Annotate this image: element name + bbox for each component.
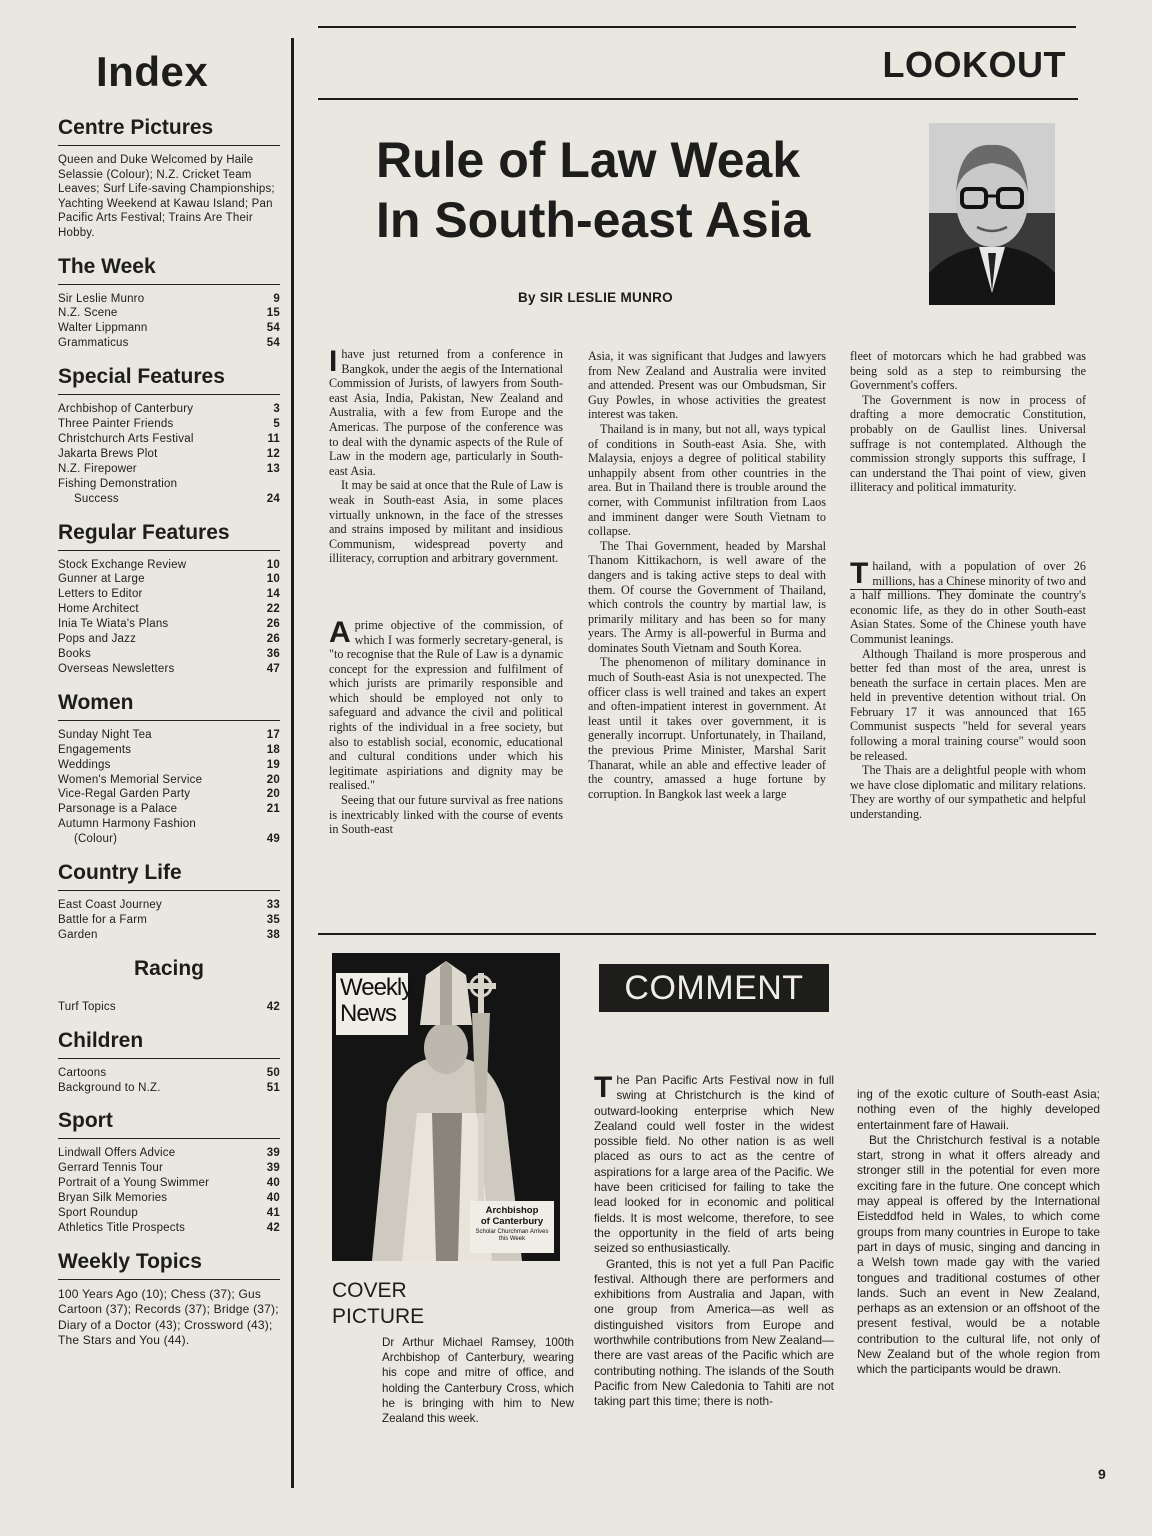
- comment-paragraph: But the Christchurch festival is a notable start, strong in what it offers already and stronger still in the potential for even more exciting fare in the future. One concept which may appeal is offered by the International Eisteddfod held in Wales, to which come groups from many countries in Europe to take part in days of music, singing and dancing in a Welsh town made gay with the varied tongues and traditional costumes of other lands. Such an event in New Zealand, perhaps as an extension or an offshoot of the present festival, would be a notable contribution to the cultural life, not only of New Zealand but of the whole region from which the participants would be drawn.: [857, 1132, 1100, 1377]
- section-title: Children: [58, 1029, 280, 1059]
- entry-label: Parsonage is a Palace: [58, 803, 178, 816]
- entry-label: Gunner at Large: [58, 573, 145, 586]
- entry-page: 33: [266, 899, 280, 912]
- index-entry: [58, 928, 280, 943]
- article-paragraph: [329, 347, 563, 478]
- entry-label: Overseas Newsletters: [58, 662, 175, 675]
- header-rule: [318, 98, 1078, 100]
- index-list: [58, 898, 280, 943]
- cover-image: [332, 953, 560, 1261]
- index-list: [58, 558, 280, 677]
- entry-label: Engagements: [58, 743, 132, 756]
- entry-label: Christchurch Arts Festival: [58, 433, 194, 445]
- index-list: [58, 1000, 280, 1015]
- article-paragraph: The Thais are a delightful people with whom we have close diplomatic and military relations. They are worthy of our sympathetic and helpful understanding.: [850, 763, 1086, 822]
- headline-line: Rule of Law Weak: [376, 132, 801, 188]
- entry-label: Sunday Night Tea: [58, 728, 152, 741]
- entry-label: Turf Topics: [58, 1000, 116, 1013]
- entry-label: Grammaticus: [58, 337, 129, 350]
- cover-caption: Dr Arthur Michael Ramsey, 100th Archbishop of Canterbury, wearing his cope and mitre of office, and holding the Canterbury Cross, which he is bringing with him to New Zealand this week.: [382, 1336, 574, 1426]
- paragraph-text: he Pan Pacific Arts Festival now in full swing at Christchurch is the kind of outward-looking enterprise which New Zealand could well foster in the widest possible field. No other nation is as well placed as ours to act as the centre of aspirations for a large area of the Pacific. We have been criticised for failing to take the lead looked for in economic and political fields. It is most welcome, therefore, to see the opportunity in the field of arts being seized so enthusiastically.: [594, 1073, 834, 1256]
- index-entry: [58, 898, 280, 913]
- index-list: [58, 1066, 280, 1096]
- article-column-1: [329, 347, 563, 837]
- entry-label: Garden: [58, 928, 98, 941]
- cover-heading-line: PICTURE: [332, 1305, 425, 1328]
- index-list: [58, 728, 280, 817]
- index-entry: [58, 336, 280, 351]
- section-title: Country Life: [58, 861, 280, 891]
- index-entry: [58, 462, 280, 477]
- comment-paragraph: [594, 1073, 834, 1257]
- section-header: LOOKOUT: [882, 44, 1066, 85]
- weekly-topics-text: 100 Years Ago (10); Chess (37); Gus Cartoon (37); Records (37); Bridge (37); Diary of a Doctor (43); Crossword (43); The Stars and You (44).: [58, 1286, 279, 1348]
- entry-page: 26: [266, 618, 280, 631]
- index-entry: [58, 321, 280, 336]
- entry-page: 39: [266, 1147, 280, 1160]
- cover-label: [472, 1205, 552, 1243]
- index-entry: [58, 1161, 280, 1176]
- section-the-week: [58, 255, 280, 352]
- index-entry: [58, 306, 280, 321]
- headline-line: In South-east Asia: [376, 192, 811, 248]
- comment-column-1: [594, 1073, 834, 1410]
- entry-label: Autumn Harmony Fashion: [58, 818, 196, 831]
- entry-page: 13: [266, 462, 280, 475]
- entry-label: Walter Lippmann: [58, 322, 148, 335]
- index-list: [58, 292, 280, 352]
- index-title: Index: [96, 48, 209, 95]
- vertical-divider: [291, 38, 294, 1488]
- entry-page: 47: [266, 662, 280, 675]
- section-centre-pictures: [58, 116, 280, 241]
- cover-masthead: [340, 975, 412, 1027]
- entry-label: Athletics Title Prospects: [58, 1222, 186, 1234]
- centre-pictures-text: Queen and Duke Welcomed by Haile Selassie (Colour); N.Z. Cricket Team Leaves; Surf Life-saving Championships; Yachting Weekend at Kawau Island; Pan Pacific Arts Festival; Trains Are Their Hobby.: [58, 154, 275, 239]
- section-title: Women: [58, 691, 280, 721]
- section-country-life: [58, 861, 280, 943]
- section-title: Racing: [133, 956, 204, 980]
- entry-label: N.Z. Firepower: [58, 462, 137, 475]
- entry-label: Background to N.Z.: [58, 1081, 161, 1094]
- entry-label: Archbishop of Canterbury: [58, 403, 194, 416]
- article-paragraph: It may be said at once that the Rule of Law is weak in South-east Asia, in some places virtually unknown, in the face of the stresses and strains imposed by militant and insidious Communism, widespread poverty and illiteracy, corruption and arbitrary government.: [329, 478, 563, 566]
- index-entry: [58, 1000, 280, 1015]
- entry-label: Stock Exchange Review: [58, 558, 187, 571]
- cover-label-line: of Canterbury: [480, 1216, 544, 1227]
- entry-page: 54: [266, 337, 280, 350]
- section-title: Centre Pictures: [58, 116, 280, 146]
- entry-page: 41: [266, 1207, 280, 1220]
- index-entry: [58, 292, 280, 307]
- section-sport: [58, 1109, 280, 1235]
- comment-paragraph: Granted, this is not yet a full Pan Pacific festival. Although there are performers and exhibitions from Australia and Japan, with one group from America—as well as distinguished visitors from Europe and worthwhile contributions from New Zealand—there are vast areas of the Pacific which are contributing nothing. The islands of the South Pacific from New Caledonia to Tahiti are not taking part this time; there is noth-: [594, 1256, 834, 1409]
- entry-page: 18: [266, 743, 280, 756]
- entry-label: Sport Roundup: [58, 1207, 138, 1220]
- entry-page: 15: [266, 307, 280, 320]
- article-paragraph: [329, 615, 563, 793]
- entry-label: Lindwall Offers Advice: [58, 1147, 176, 1160]
- index-entry: [58, 832, 280, 847]
- index-entry: [58, 787, 280, 802]
- entry-page: 54: [266, 322, 280, 335]
- top-rule: [318, 26, 1076, 28]
- masthead-line: News: [340, 1000, 397, 1027]
- entry-label: (Colour): [74, 833, 118, 846]
- entry-page: 42: [266, 1000, 280, 1013]
- entry-label: Women's Memorial Service: [58, 773, 203, 786]
- comment-paragraph: ing of the exotic culture of South-east Asia; nothing even of the highly developed entertainment fare of Hawaii.: [857, 1087, 1100, 1132]
- entry-page: 20: [266, 773, 280, 786]
- article-headline: [376, 130, 916, 250]
- drop-cap: T: [850, 556, 869, 590]
- entry-page: 10: [266, 573, 280, 586]
- article-paragraph: The phenomenon of military dominance in much of South-east Asia is not unexpected. The officer class is well trained and takes an expert and often-impatient interest in government. At least until it takes over government, it is generally incorrupt. Unfortunately, in Thailand, the previous Prime Minister, Marshal Sarit Thanarat, while an able and effective leader of the country, amassed a huge fortune by corruption. In Bangkok last week a large: [588, 655, 826, 801]
- article-column-3: [850, 349, 1086, 822]
- article-byline: By SIR LESLIE MUNRO: [518, 290, 673, 305]
- index-entry: [58, 617, 280, 632]
- article-paragraph: Asia, it was significant that Judges and lawyers from New Zealand and Australia were invited and attended. Present was our Ombudsman, Sir Guy Powles, in whose activities the greatest interest was taken.: [588, 349, 826, 422]
- index-entry: [58, 1066, 280, 1081]
- cover-label-line: Archbishop: [485, 1205, 539, 1216]
- entry-label: Fishing Demonstration: [58, 477, 178, 490]
- entry-page: 24: [266, 492, 280, 505]
- entry-label: Weddings: [58, 758, 111, 771]
- entry-label: Letters to Editor: [58, 588, 143, 601]
- index-entry: [58, 632, 280, 647]
- index-entry: [58, 662, 280, 677]
- paragraph-text: hailand, with a population of over 26 millions, has a Chinese minority of two and a half millions. They dominate the country's economic life, as they do in other South-east Asian States. Some of the Chinese youth have Communist leanings.: [850, 558, 1086, 646]
- index-entry: [58, 1176, 280, 1191]
- entry-label: N.Z. Scene: [58, 307, 118, 320]
- section-title: Weekly Topics: [58, 1250, 280, 1280]
- paragraph-text: have just returned from a conference in Bangkok, under the aegis of the International Commission of Jurists, of lawyers from South-east Asia, India, Pakistan, New Zealand and Australia, with a few from Europe and the Americas. The purpose of the conference was to deal with the dynamic aspects of the Rule of Law in the modern age, particularly in South-east Asia.: [329, 347, 563, 478]
- entry-label: Success: [74, 492, 119, 505]
- section-special-features: [58, 365, 280, 506]
- section-racing: [58, 957, 280, 1015]
- entry-label: Portrait of a Young Swimmer: [58, 1177, 210, 1190]
- entry-page: 20: [266, 788, 280, 801]
- section-title: Regular Features: [58, 521, 280, 551]
- index-entry: [58, 758, 280, 773]
- section-women: [58, 691, 280, 847]
- author-portrait-image: [929, 123, 1055, 305]
- entry-label: Three Painter Friends: [58, 418, 174, 431]
- section-regular-features: [58, 521, 280, 677]
- entry-page: 3: [273, 403, 280, 416]
- article-paragraph: Seeing that our future survival as free nations is inextricably linked with the course of events in South-east: [329, 793, 563, 837]
- index-entry: [58, 402, 280, 417]
- cover-heading-line: COVER: [332, 1279, 407, 1302]
- entry-label: Sir Leslie Munro: [58, 292, 145, 305]
- index-entry: [58, 477, 280, 492]
- index-entry: [58, 558, 280, 573]
- section-weekly-topics: [58, 1250, 280, 1349]
- comment-column-2: [857, 1087, 1100, 1378]
- index-list: [58, 1146, 280, 1235]
- entry-label: Battle for a Farm: [58, 913, 148, 926]
- index-entry: [58, 1221, 280, 1236]
- entry-page: 14: [266, 588, 280, 601]
- index-sidebar: [58, 48, 280, 1349]
- index-entry: [58, 728, 280, 743]
- index-entry: [58, 817, 280, 832]
- index-entry: [58, 417, 280, 432]
- entry-page: 35: [266, 913, 280, 926]
- entry-page: 51: [266, 1081, 280, 1094]
- section-rule: [318, 933, 1096, 935]
- entry-page: 26: [266, 633, 280, 646]
- entry-label: Inia Te Wiata's Plans: [58, 618, 169, 631]
- entry-page: 39: [266, 1162, 280, 1175]
- index-entry: [58, 647, 280, 662]
- drop-cap: A: [329, 615, 351, 649]
- entry-label: Home Architect: [58, 603, 139, 616]
- index-entry: [58, 432, 280, 447]
- index-entry: [58, 1081, 280, 1096]
- drop-cap: I: [329, 345, 338, 378]
- author-portrait: [929, 123, 1055, 305]
- paragraph-text: prime objective of the commission, of which I was formerly secretary-general, is "to recognise that the Rule of Law is a dynamic concept for the expression and fulfilment of which jurists are primarily responsible and which should be employed not only to safeguard and advance the civil and political rights of the individual in a free society, but also to establish social, economic, educational and cultural conditions under which his legitimate aspiriations and dignity may be realised.": [329, 617, 563, 793]
- article-paragraph: The Thai Government, headed by Marshal Thanom Kittikachorn, is well aware of the dangers and is taking active steps to deal with them. Of course the Government of Thailand, which controls the country by martial law, is primarily military and has been so for many years. The Army is all-powerful in Burma and dominates South Vietnam and South Korea.: [588, 538, 826, 655]
- article-paragraph: [850, 556, 1086, 647]
- article-paragraph: The Government is now in process of drafting a more democratic Constitution, probably on de Gaullist lines. Universal suffrage is not contemplated. Although the commission strongly supports this suffrage, I can understand the Thai point of view, given illiteracy and political immaturity.: [850, 392, 1086, 495]
- entry-page: 38: [266, 928, 280, 941]
- article-column-2: [588, 349, 826, 801]
- entry-label: Bryan Silk Memories: [58, 1192, 168, 1205]
- index-entry: [58, 572, 280, 587]
- index-entry: [58, 587, 280, 602]
- cover-picture-heading: [332, 1278, 424, 1330]
- entry-page: 12: [266, 447, 280, 460]
- entry-page: 9: [273, 292, 280, 305]
- index-entry: [58, 602, 280, 617]
- index-entry: [58, 1191, 280, 1206]
- entry-page: 21: [266, 803, 280, 816]
- entry-page: 40: [266, 1192, 280, 1205]
- section-title: The Week: [58, 255, 280, 285]
- entry-page: 50: [266, 1066, 280, 1079]
- entry-page: 49: [266, 833, 280, 846]
- index-entry: [58, 773, 280, 788]
- entry-page: 11: [267, 433, 280, 445]
- index-entry: [58, 447, 280, 462]
- article-paragraph: fleet of motorcars which he had grabbed was being sold as a step to reimbursing the Government's coffers.: [850, 349, 1086, 393]
- drop-cap: T: [594, 1071, 613, 1104]
- entry-label: East Coast Journey: [58, 899, 162, 912]
- index-entry: [58, 913, 280, 928]
- cover-label-sub: Scholar Churchman Arrives this Week: [475, 1229, 549, 1242]
- index-entry: [58, 802, 280, 817]
- entry-page: 10: [266, 558, 280, 571]
- masthead-line: Weekly: [340, 974, 413, 1001]
- article-paragraph: Thailand is in many, but not all, ways typical of conditions in South-east Asia. She, with Malaysia, enjoys a degree of political stability unhappily absent from other countries in the area. But in Thailand there is trouble around the corner, with Communist infiltration from Laos and imminent danger were South Vietnam to collapse.: [588, 421, 826, 539]
- entry-label: Gerrard Tennis Tour: [58, 1162, 164, 1175]
- index-entry: [58, 492, 280, 507]
- entry-page: 40: [266, 1177, 280, 1190]
- entry-page: 19: [266, 758, 280, 771]
- comment-title: COMMENT: [599, 964, 829, 1012]
- entry-label: Books: [58, 647, 91, 660]
- entry-page: 22: [266, 603, 280, 616]
- entry-label: Cartoons: [58, 1066, 107, 1079]
- page-number: 9: [1098, 1466, 1106, 1482]
- entry-label: Vice-Regal Garden Party: [58, 788, 191, 801]
- article-paragraph: Although Thailand is more prosperous and better fed than most of the area, unrest is beneath the surface in certain places. Men are held in preventive detention without trial. On February 17 it was announced that 165 Communist suspects "held for several years following a moral training course" would soon be released.: [850, 646, 1086, 763]
- entry-page: 17: [266, 728, 280, 741]
- entry-page: 5: [273, 418, 280, 431]
- index-entry: [58, 1206, 280, 1221]
- entry-label: Jakarta Brews Plot: [58, 447, 158, 460]
- section-children: [58, 1029, 280, 1096]
- index-entry: [58, 743, 280, 758]
- index-entry: [58, 1146, 280, 1161]
- section-title: Special Features: [58, 365, 280, 395]
- index-list: [58, 402, 280, 477]
- section-title: Sport: [58, 1109, 280, 1139]
- entry-label: Pops and Jazz: [58, 633, 137, 646]
- entry-page: 42: [266, 1222, 280, 1234]
- entry-page: 36: [266, 647, 280, 660]
